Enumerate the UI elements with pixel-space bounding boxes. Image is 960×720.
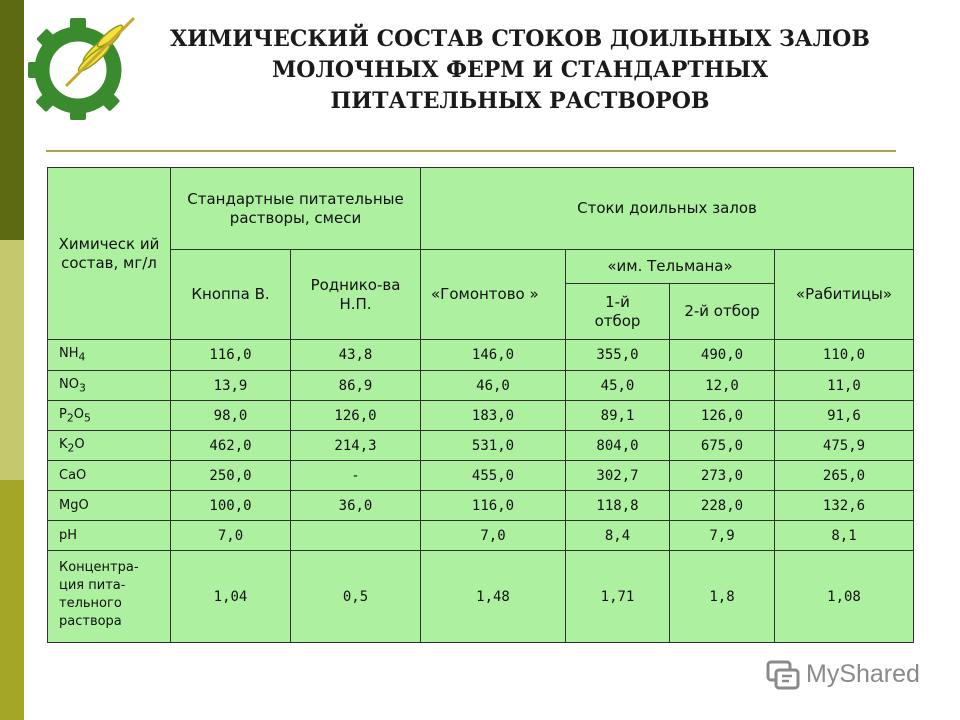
cell-value: 110,0: [775, 340, 914, 371]
cell-value: 1,08: [775, 551, 914, 643]
title-line-3: ПИТАТЕЛЬНЫХ РАСТВОРОВ: [330, 88, 710, 114]
cell-value: 116,0: [171, 340, 291, 371]
cell-value: 273,0: [670, 461, 775, 491]
table-row: [48, 371, 914, 401]
cell-value: 490,0: [670, 340, 775, 371]
cell-value: 98,0: [171, 401, 291, 431]
decor-stripe-top: [0, 0, 24, 240]
header-gomontovo: «Гомонтово »: [421, 250, 566, 340]
header-sample-1: 1-й отбор: [566, 284, 670, 340]
cell-value: 183,0: [421, 401, 566, 431]
cell-value: 7,0: [171, 521, 291, 551]
row-label-concentration: Концентра- ция пита- тельного раствора: [48, 551, 171, 643]
myshared-icon: [766, 658, 800, 692]
cell-value: [291, 521, 421, 551]
cell-value: 100,0: [171, 491, 291, 521]
cell-value: 86,9: [291, 371, 421, 401]
cell-value: 475,9: [775, 431, 914, 461]
title-line-1: ХИМИЧЕСКИЙ СОСТАВ СТОКОВ ДОИЛЬНЫХ ЗАЛОВ: [170, 26, 870, 52]
cell-value: 1,04: [171, 551, 291, 643]
row-label-nh4: $NH_4$: [48, 340, 171, 371]
slide-title: [160, 24, 880, 117]
cell-value: 7,0: [421, 521, 566, 551]
cell-value: 265,0: [775, 461, 914, 491]
cell-value: 1,8: [670, 551, 775, 643]
decor-stripe-bottom: [0, 480, 24, 720]
cell-value: 118,8: [566, 491, 670, 521]
cell-value: 0,5: [291, 551, 421, 643]
cell-value: 250,0: [171, 461, 291, 491]
cell-value: 36,0: [291, 491, 421, 521]
header-rodnikova: Роднико-ва Н.П.: [291, 250, 421, 340]
header-telman: «им. Тельмана»: [566, 250, 775, 284]
row-label-no3: $NO_3$: [48, 371, 171, 401]
cell-value: 126,0: [670, 401, 775, 431]
gear-with-wheat-icon: [26, 8, 144, 122]
cell-value: 89,1: [566, 401, 670, 431]
decor-stripe-middle: [0, 240, 24, 480]
row-label-p2o5: $P_2O_5$: [48, 401, 171, 431]
cell-value: 804,0: [566, 431, 670, 461]
cell-value: 228,0: [670, 491, 775, 521]
cell-value: 1,48: [421, 551, 566, 643]
watermark-text: MyShared: [806, 660, 920, 688]
cell-value: 12,0: [670, 371, 775, 401]
cell-value: 355,0: [566, 340, 670, 371]
row-label-k2o: $K_2O$: [48, 431, 171, 461]
cell-value: 302,7: [566, 461, 670, 491]
row-label-ph: pH: [48, 521, 171, 551]
cell-value: 531,0: [421, 431, 566, 461]
table-row: [48, 491, 914, 521]
header-standard-solutions: Стандартные питательные растворы, смеси: [171, 168, 421, 250]
header-composition: Химическ ий состав, мг/л: [48, 168, 171, 340]
header-rabititsy: «Рабитицы»: [775, 250, 914, 340]
cell-value: 8,4: [566, 521, 670, 551]
cell-value: 462,0: [171, 431, 291, 461]
table-row: [48, 340, 914, 371]
header-knop: Кноппа В.: [171, 250, 291, 340]
cell-value: 675,0: [670, 431, 775, 461]
cell-value: 455,0: [421, 461, 566, 491]
cell-value: -: [291, 461, 421, 491]
cell-value: 91,6: [775, 401, 914, 431]
cell-value: 11,0: [775, 371, 914, 401]
table-row: [48, 461, 914, 491]
cell-value: 214,3: [291, 431, 421, 461]
cell-value: 116,0: [421, 491, 566, 521]
title-divider: [46, 150, 896, 152]
header-drains: Стоки доильных залов: [421, 168, 914, 250]
cell-value: 45,0: [566, 371, 670, 401]
title-line-2: МОЛОЧНЫХ ФЕРМ И СТАНДАРТНЫХ: [271, 57, 769, 83]
cell-value: 13,9: [171, 371, 291, 401]
table-row: [48, 401, 914, 431]
cell-value: 43,8: [291, 340, 421, 371]
cell-value: 46,0: [421, 371, 566, 401]
header-sample-2: 2-й отбор: [670, 284, 775, 340]
cell-value: 1,71: [566, 551, 670, 643]
cell-value: 132,6: [775, 491, 914, 521]
table-row: [48, 551, 914, 643]
watermark: [766, 656, 956, 696]
composition-table: [47, 167, 914, 643]
cell-value: 126,0: [291, 401, 421, 431]
row-label-cao: CaO: [48, 461, 171, 491]
cell-value: 146,0: [421, 340, 566, 371]
cell-value: 7,9: [670, 521, 775, 551]
cell-value: 8,1: [775, 521, 914, 551]
table-row: [48, 431, 914, 461]
table-row: [48, 521, 914, 551]
row-label-mgo: MgO: [48, 491, 171, 521]
